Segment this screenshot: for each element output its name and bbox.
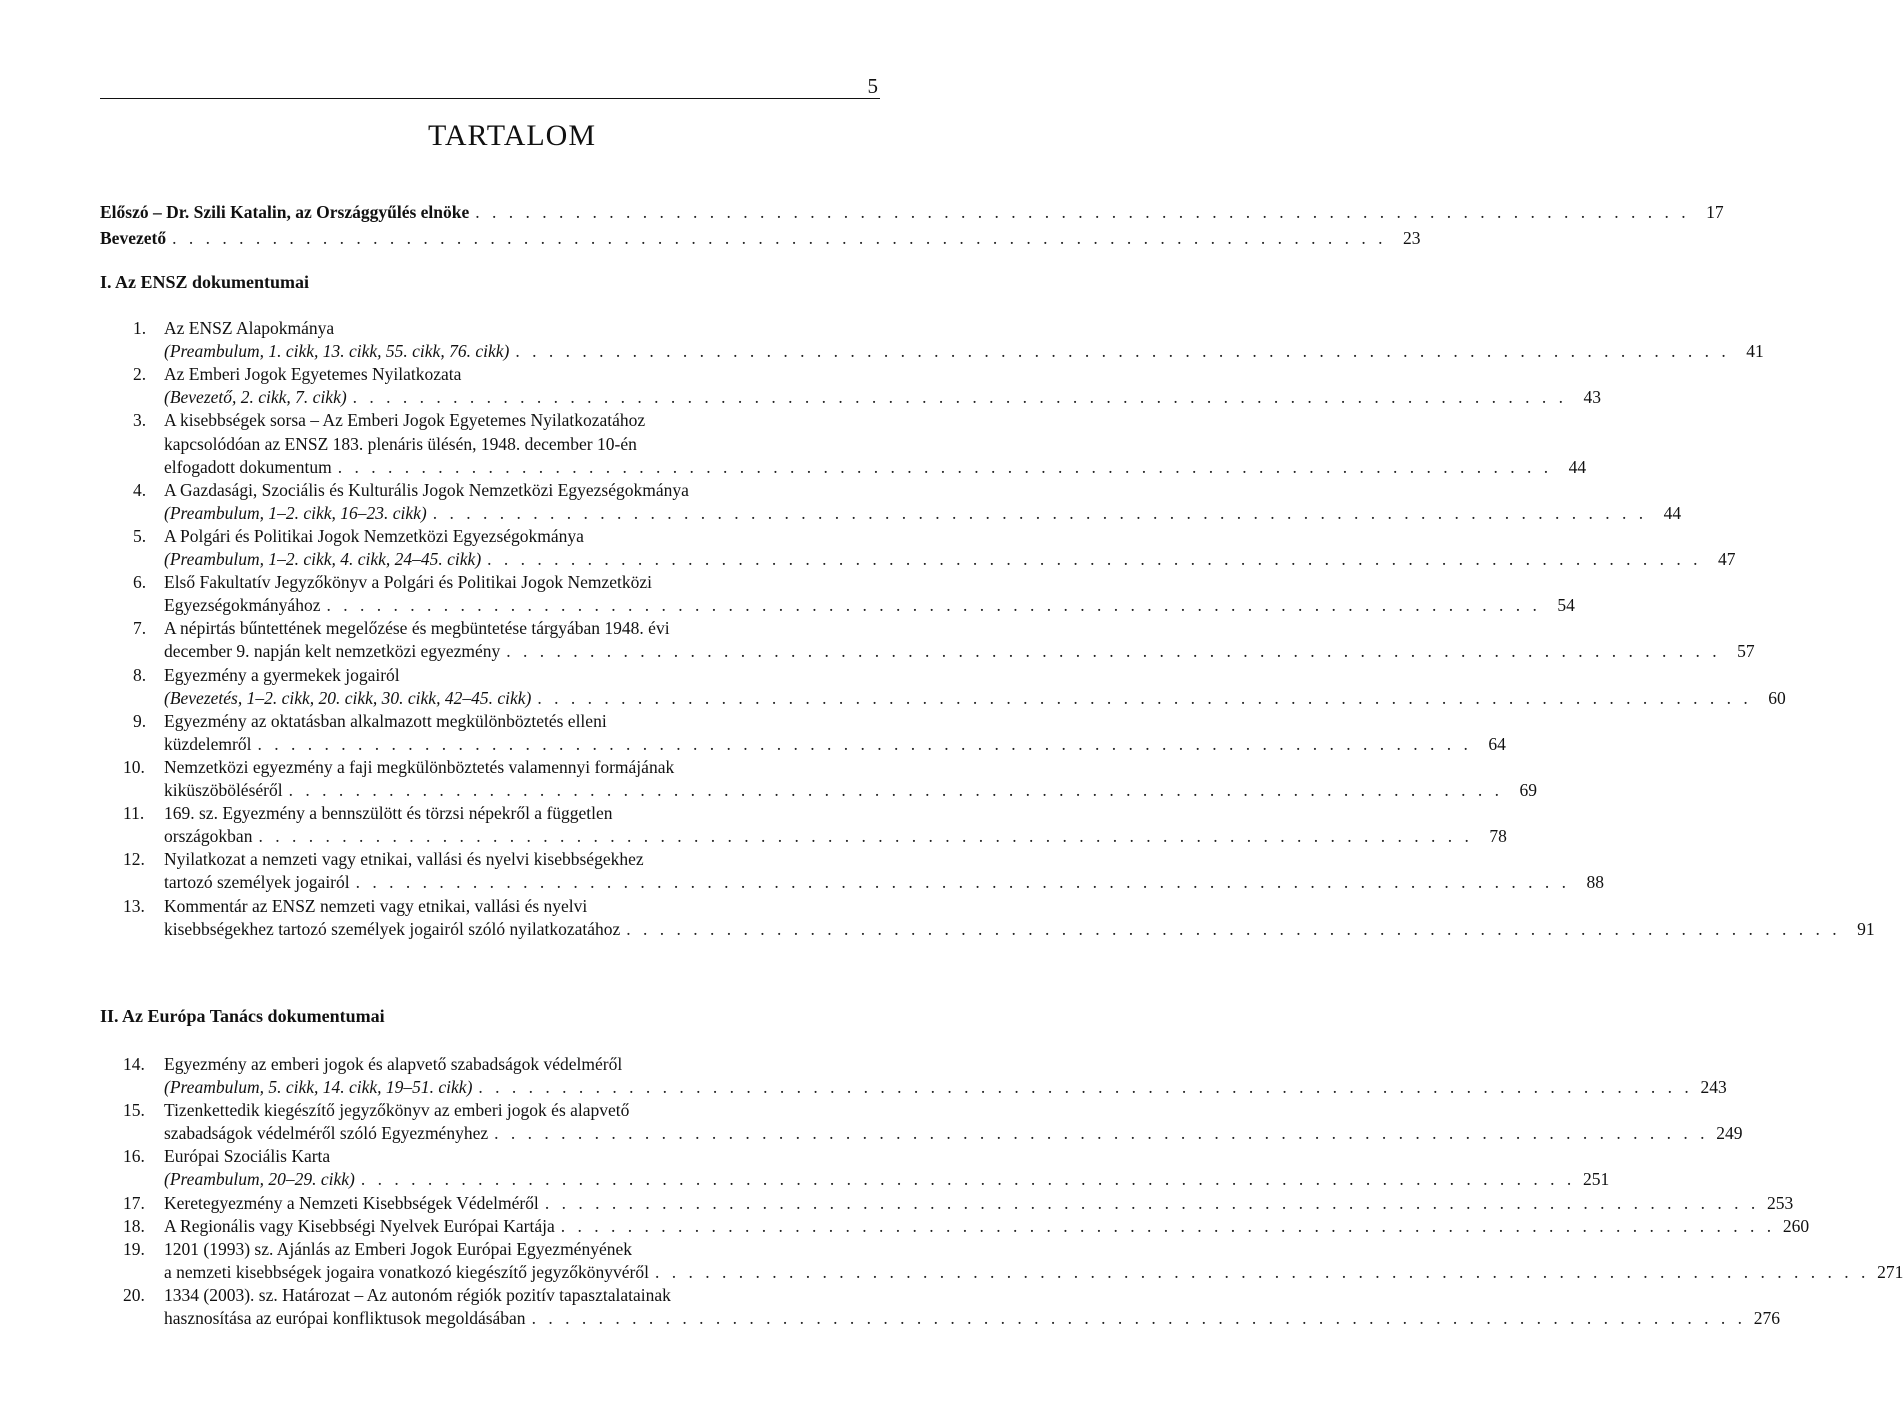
section-heading: I. Az ENSZ dokumentumai: [100, 272, 310, 292]
entry-number: 19.: [123, 1239, 145, 1259]
entry-leader-row: [164, 385, 1602, 409]
page-ref: 276: [1753, 1308, 1780, 1328]
page-ref: 69: [1519, 780, 1537, 800]
section-heading: II. Az Európa Tanács dokumentumai: [100, 1006, 385, 1026]
entry-leader-row: [164, 593, 1575, 617]
dot-leader: . . . . . . . . . . . . . . . . . . . . . . . . . . . . . . . . . . . . . . . . . . . . . . . . . . . . . . . . . . . . . . . . . . . . . . . . .: [257, 734, 1472, 754]
dot-leader: . . . . . . . . . . . . . . . . . . . . . . . . . . . . . . . . . . . . . . . . . . . . . . . . . . . . . . . . . . . . . . . . . . . . . . . . .: [475, 202, 1690, 222]
page-ref: 260: [1782, 1216, 1810, 1236]
toc-entry-line: [100, 778, 1537, 802]
front-entry-text: Bevezető: [100, 228, 167, 248]
toc-entry-line: [100, 1144, 880, 1168]
entry-text: december 9. napján kelt nemzetközi egyezmény: [164, 641, 501, 661]
entry-text: Európai Szociális Karta: [164, 1146, 331, 1166]
entry-text: 169. sz. Egyezmény a bennszülött és törzsi népekről a független: [164, 803, 613, 823]
entry-text: országokban: [164, 826, 253, 846]
entry-leader-row: [164, 732, 1506, 756]
dot-leader: . . . . . . . . . . . . . . . . . . . . . . . . . . . . . . . . . . . . . . . . . . . . . . . . . . . . . . . . . . . . . . . . . . . . . . . . .: [288, 780, 1503, 800]
toc-entry-line: [100, 339, 1764, 363]
entry-text: a nemzeti kisebbségek jogaira vonatkozó kiegészítő jegyzőkönyvéről: [164, 1262, 649, 1282]
toc-entry-line: [100, 709, 880, 733]
entry-leader-row: [164, 547, 1736, 571]
front-entry: [100, 226, 1421, 250]
entry-text: elfogadott dokumentum: [164, 457, 332, 477]
toc-entry-line: [100, 478, 880, 502]
toc-entry-line: [100, 616, 880, 640]
page-ref: 64: [1488, 734, 1506, 754]
entry-text: szabadságok védelméről szóló Egyezményhez: [164, 1123, 489, 1143]
toc-entry-line: [100, 1283, 880, 1307]
entry-leader-row: [164, 917, 1875, 941]
entry-text: (Preambulum, 1–2. cikk, 4. cikk, 24–45. cikk): [164, 549, 482, 569]
dot-leader: . . . . . . . . . . . . . . . . . . . . . . . . . . . . . . . . . . . . . . . . . . . . . . . . . . . . . . . . . . . . . . . . . . . . . . . . .: [337, 457, 1553, 477]
entry-text: Egyezmény az oktatásban alkalmazott megkülönböztetés elleni: [164, 711, 607, 731]
entry-number: 3.: [133, 410, 147, 430]
toc-entry-line: [100, 1167, 1610, 1191]
page-ref: 44: [1568, 457, 1587, 477]
toc-entry-line: [100, 639, 1755, 663]
front-entry-text: Előszó – Dr. Szili Katalin, az Országgyűlés elnöke: [100, 202, 470, 222]
toc-entry-line: [100, 847, 880, 871]
toc-entry-line: [100, 408, 880, 432]
entry-text: A Polgári és Politikai Jogok Nemzetközi Egyezségokmánya: [164, 526, 584, 546]
dot-leader: . . . . . . . . . . . . . . . . . . . . . . . . . . . . . . . . . . . . . . . . . . . . . . . . . . . . . . . . . . . . . . . . . . . . . . . . .: [432, 503, 1648, 523]
toc-entry-line: [100, 1237, 880, 1261]
entry-number: 4.: [133, 480, 147, 500]
toc-entry-line: [100, 385, 1602, 409]
entry-number: 6.: [133, 572, 147, 592]
page-ref: 41: [1746, 341, 1764, 361]
toc-entry-line: [100, 1098, 880, 1122]
toc-entry-line: [100, 1306, 1780, 1330]
toc-entry-line: [100, 501, 1682, 525]
page-number: 5: [867, 74, 878, 98]
entry-leader-row: [164, 1214, 1810, 1238]
entry-leader-row: [164, 824, 1507, 848]
toc-entry-line: [100, 663, 880, 687]
entry-text: Nemzetközi egyezmény a faji megkülönböztetés valamennyi formájának: [164, 757, 675, 777]
page-ref: 23: [1402, 228, 1421, 248]
toc-entry-line: [100, 547, 1736, 571]
dot-leader: . . . . . . . . . . . . . . . . . . . . . . . . . . . . . . . . . . . . . . . . . . . . . . . . . . . . . . . . . . . . . . . . . . . . . . . . .: [560, 1216, 1776, 1236]
front-entry-leader-row: [100, 226, 1421, 250]
page-ref: 17: [1706, 202, 1724, 222]
toc-entry-line: [100, 1260, 1903, 1284]
page-ref: 44: [1663, 503, 1682, 523]
dot-leader: . . . . . . . . . . . . . . . . . . . . . . . . . . . . . . . . . . . . . . . . . . . . . . . . . . . . . . . . . . . . . . . . . . . . . . . . .: [478, 1077, 1693, 1097]
entry-text: 1334 (2003). sz. Határozat – Az autonóm régiók pozitív tapasztalatainak: [164, 1285, 671, 1305]
entry-number: 16.: [123, 1146, 145, 1166]
toc-entry-line: [100, 1121, 1743, 1145]
entry-text: tartozó személyek jogairól: [164, 872, 350, 892]
entry-number: 13.: [123, 896, 145, 916]
page-ref: 249: [1716, 1123, 1743, 1143]
entry-text: (Preambulum, 5. cikk, 14. cikk, 19–51. cikk): [164, 1077, 473, 1097]
page-ref: 91: [1857, 919, 1875, 939]
dot-leader: . . . . . . . . . . . . . . . . . . . . . . . . . . . . . . . . . . . . . . . . . . . . . . . . . . . . . . . . . . . . . . . . . . . . . . . . .: [352, 387, 1568, 407]
dot-leader: . . . . . . . . . . . . . . . . . . . . . . . . . . . . . . . . . . . . . . . . . . . . . . . . . . . . . . . . . . . . . . . . . . . . . . . . .: [515, 341, 1730, 361]
page-ref: 271: [1877, 1262, 1903, 1282]
entry-text: 1201 (1993) sz. Ajánlás az Emberi Jogok Európai Egyezményének: [164, 1239, 632, 1259]
page-ref: 78: [1489, 826, 1507, 846]
entry-text: kiküszöböléséről: [164, 780, 283, 800]
entry-text: Keretegyezmény a Nemzeti Kisebbségek Védelméről: [164, 1193, 539, 1213]
page-ref: 253: [1766, 1193, 1794, 1213]
entry-text: Az ENSZ Alapokmánya: [164, 318, 335, 338]
dot-leader: . . . . . . . . . . . . . . . . . . . . . . . . . . . . . . . . . . . . . . . . . . . . . . . . . . . . . . . . . . . . . . . . . . . . . . . . .: [258, 826, 1473, 846]
entry-number: 18.: [123, 1216, 145, 1236]
toc-entry-line: [100, 1052, 880, 1076]
front-entry: [100, 200, 1724, 224]
entry-number: 17.: [123, 1193, 145, 1213]
entry-number: 2.: [133, 364, 147, 384]
entry-leader-row: [164, 501, 1682, 525]
dot-leader: . . . . . . . . . . . . . . . . . . . . . . . . . . . . . . . . . . . . . . . . . . . . . . . . . . . . . . . . . . . . . . . . . . . . . . . . .: [506, 641, 1721, 661]
entry-number: 12.: [123, 849, 145, 869]
entry-text: (Preambulum, 1–2. cikk, 16–23. cikk): [164, 503, 427, 523]
toc-entry-line: [100, 362, 880, 386]
page-ref: 60: [1768, 688, 1786, 708]
toc-entry-line: [100, 432, 880, 456]
entry-leader-row: [164, 870, 1604, 894]
entry-number: 8.: [133, 665, 147, 685]
entry-leader-row: [164, 339, 1764, 363]
page-ref: 57: [1737, 641, 1755, 661]
dot-leader: . . . . . . . . . . . . . . . . . . . . . . . . . . . . . . . . . . . . . . . . . . . . . . . . . . . . . . . . . . . . . . . . . . . . . . . . .: [654, 1262, 1870, 1282]
entry-text: Az Emberi Jogok Egyetemes Nyilatkozata: [164, 364, 462, 384]
toc-entry-line: [100, 801, 880, 825]
dot-leader: . . . . . . . . . . . . . . . . . . . . . . . . . . . . . . . . . . . . . . . . . . . . . . . . . . . . . . . . . . . . . . . . . . . . . . . . .: [626, 919, 1841, 939]
entry-number: 20.: [123, 1285, 145, 1305]
dot-leader: . . . . . . . . . . . . . . . . . . . . . . . . . . . . . . . . . . . . . . . . . . . . . . . . . . . . . . . . . . . . . . . . . . . . . . . . .: [326, 595, 1541, 615]
toc-entry-line: [100, 570, 880, 594]
toc-entry-line: [100, 686, 1786, 710]
entry-number: 14.: [123, 1054, 145, 1074]
entry-leader-row: [164, 1075, 1727, 1099]
dot-leader: . . . . . . . . . . . . . . . . . . . . . . . . . . . . . . . . . . . . . . . . . . . . . . . . . . . . . . . . . . . . . . . . . . . . . . . . .: [494, 1123, 1709, 1143]
page-ref: 243: [1700, 1077, 1727, 1097]
header-rule: [100, 98, 880, 99]
entry-text: (Preambulum, 20–29. cikk): [164, 1169, 355, 1189]
toc-entry-line: [100, 870, 1604, 894]
entry-number: 11.: [123, 803, 145, 823]
toc-entry-line: [100, 732, 1506, 756]
entry-text: Kommentár az ENSZ nemzeti vagy etnikai, vallási és nyelvi: [164, 896, 588, 916]
toc-entry-line: [100, 593, 1575, 617]
entry-leader-row: [164, 778, 1537, 802]
dot-leader: . . . . . . . . . . . . . . . . . . . . . . . . . . . . . . . . . . . . . . . . . . . . . . . . . . . . . . . . . . . . . . . . . . . . . . . . .: [172, 228, 1387, 248]
entry-text: kisebbségekhez tartozó személyek jogairól szóló nyilatkozatához: [164, 919, 621, 939]
toc-entry-line: [100, 755, 880, 779]
dot-leader: . . . . . . . . . . . . . . . . . . . . . . . . . . . . . . . . . . . . . . . . . . . . . . . . . . . . . . . . . . . . . . . . . . . . . . . . .: [355, 872, 1570, 892]
entry-leader-row: [164, 639, 1755, 663]
toc-entry-line: [100, 524, 880, 548]
entry-text: A Gazdasági, Szociális és Kulturális Jogok Nemzetközi Egyezségokmánya: [164, 480, 689, 500]
entry-number: 7.: [133, 618, 147, 638]
entry-leader-row: [164, 1121, 1743, 1145]
entry-number: 10.: [123, 757, 145, 777]
entry-leader-row: [164, 1260, 1903, 1284]
entry-text: A népirtás bűntettének megelőzése és megbüntetése tárgyában 1948. évi: [164, 618, 670, 638]
entry-number: 15.: [123, 1100, 145, 1120]
toc-entry-line: [100, 1214, 1810, 1238]
entry-text: kapcsolódóan az ENSZ 183. plenáris ülésén, 1948. december 10-én: [164, 434, 637, 454]
entry-text: Egyezmény a gyermekek jogairól: [164, 665, 400, 685]
toc-entry-line: [100, 917, 1875, 941]
entry-text: A Regionális vagy Kisebbségi Nyelvek Európai Kartája: [164, 1216, 555, 1236]
entry-text: A kisebbségek sorsa – Az Emberi Jogok Egyetemes Nyilatkozatához: [164, 410, 646, 430]
toc-entry-line: [100, 316, 880, 340]
front-entry-leader-row: [100, 200, 1724, 224]
entry-text: küzdelemről: [164, 734, 252, 754]
page-ref: 43: [1583, 387, 1602, 407]
entry-number: 1.: [133, 318, 147, 338]
entry-leader-row: [164, 455, 1587, 479]
toc-entry-line: [100, 455, 1587, 479]
entry-leader-row: [164, 1306, 1780, 1330]
dot-leader: . . . . . . . . . . . . . . . . . . . . . . . . . . . . . . . . . . . . . . . . . . . . . . . . . . . . . . . . . . . . . . . . . . . . . . . . .: [544, 1193, 1760, 1213]
page-ref: 47: [1718, 549, 1736, 569]
page-title: TARTALOM: [427, 119, 597, 152]
dot-leader: . . . . . . . . . . . . . . . . . . . . . . . . . . . . . . . . . . . . . . . . . . . . . . . . . . . . . . . . . . . . . . . . . . . . . . . . .: [360, 1169, 1576, 1189]
dot-leader: . . . . . . . . . . . . . . . . . . . . . . . . . . . . . . . . . . . . . . . . . . . . . . . . . . . . . . . . . . . . . . . . . . . . . . . . .: [537, 688, 1752, 708]
toc-entry-line: [100, 894, 880, 918]
entry-leader-row: [164, 1191, 1794, 1215]
entry-text: Egyezmény az emberi jogok és alapvető szabadságok védelméről: [164, 1054, 623, 1074]
page-ref: 88: [1586, 872, 1604, 892]
entry-text: Nyilatkozat a nemzeti vagy etnikai, vallási és nyelvi kisebbségekhez: [164, 849, 644, 869]
entry-text: (Bevezetés, 1–2. cikk, 20. cikk, 30. cikk, 42–45. cikk): [164, 688, 532, 708]
entry-leader-row: [164, 1167, 1610, 1191]
entry-text: (Preambulum, 1. cikk, 13. cikk, 55. cikk, 76. cikk): [164, 341, 510, 361]
page-ref: 54: [1557, 595, 1575, 615]
entry-text: (Bevezető, 2. cikk, 7. cikk): [164, 387, 347, 407]
toc-entry-line: [100, 1075, 1727, 1099]
toc-entry-line: [100, 1191, 1794, 1215]
dot-leader: . . . . . . . . . . . . . . . . . . . . . . . . . . . . . . . . . . . . . . . . . . . . . . . . . . . . . . . . . . . . . . . . . . . . . . . . .: [531, 1308, 1746, 1328]
entry-number: 5.: [133, 526, 147, 546]
entry-number: 9.: [133, 711, 147, 731]
entry-text: Egyezségokmányához: [164, 595, 321, 615]
entry-text: Első Fakultatív Jegyzőkönyv a Polgári és Politikai Jogok Nemzetközi: [164, 572, 652, 592]
dot-leader: . . . . . . . . . . . . . . . . . . . . . . . . . . . . . . . . . . . . . . . . . . . . . . . . . . . . . . . . . . . . . . . . . . . . . . . . .: [487, 549, 1702, 569]
page-ref: 251: [1582, 1169, 1610, 1189]
entry-text: hasznosítása az európai konfliktusok megoldásában: [164, 1308, 526, 1328]
entry-leader-row: [164, 686, 1786, 710]
toc-entry-line: [100, 824, 1507, 848]
entry-text: Tizenkettedik kiegészítő jegyzőkönyv az emberi jogok és alapvető: [164, 1100, 630, 1120]
